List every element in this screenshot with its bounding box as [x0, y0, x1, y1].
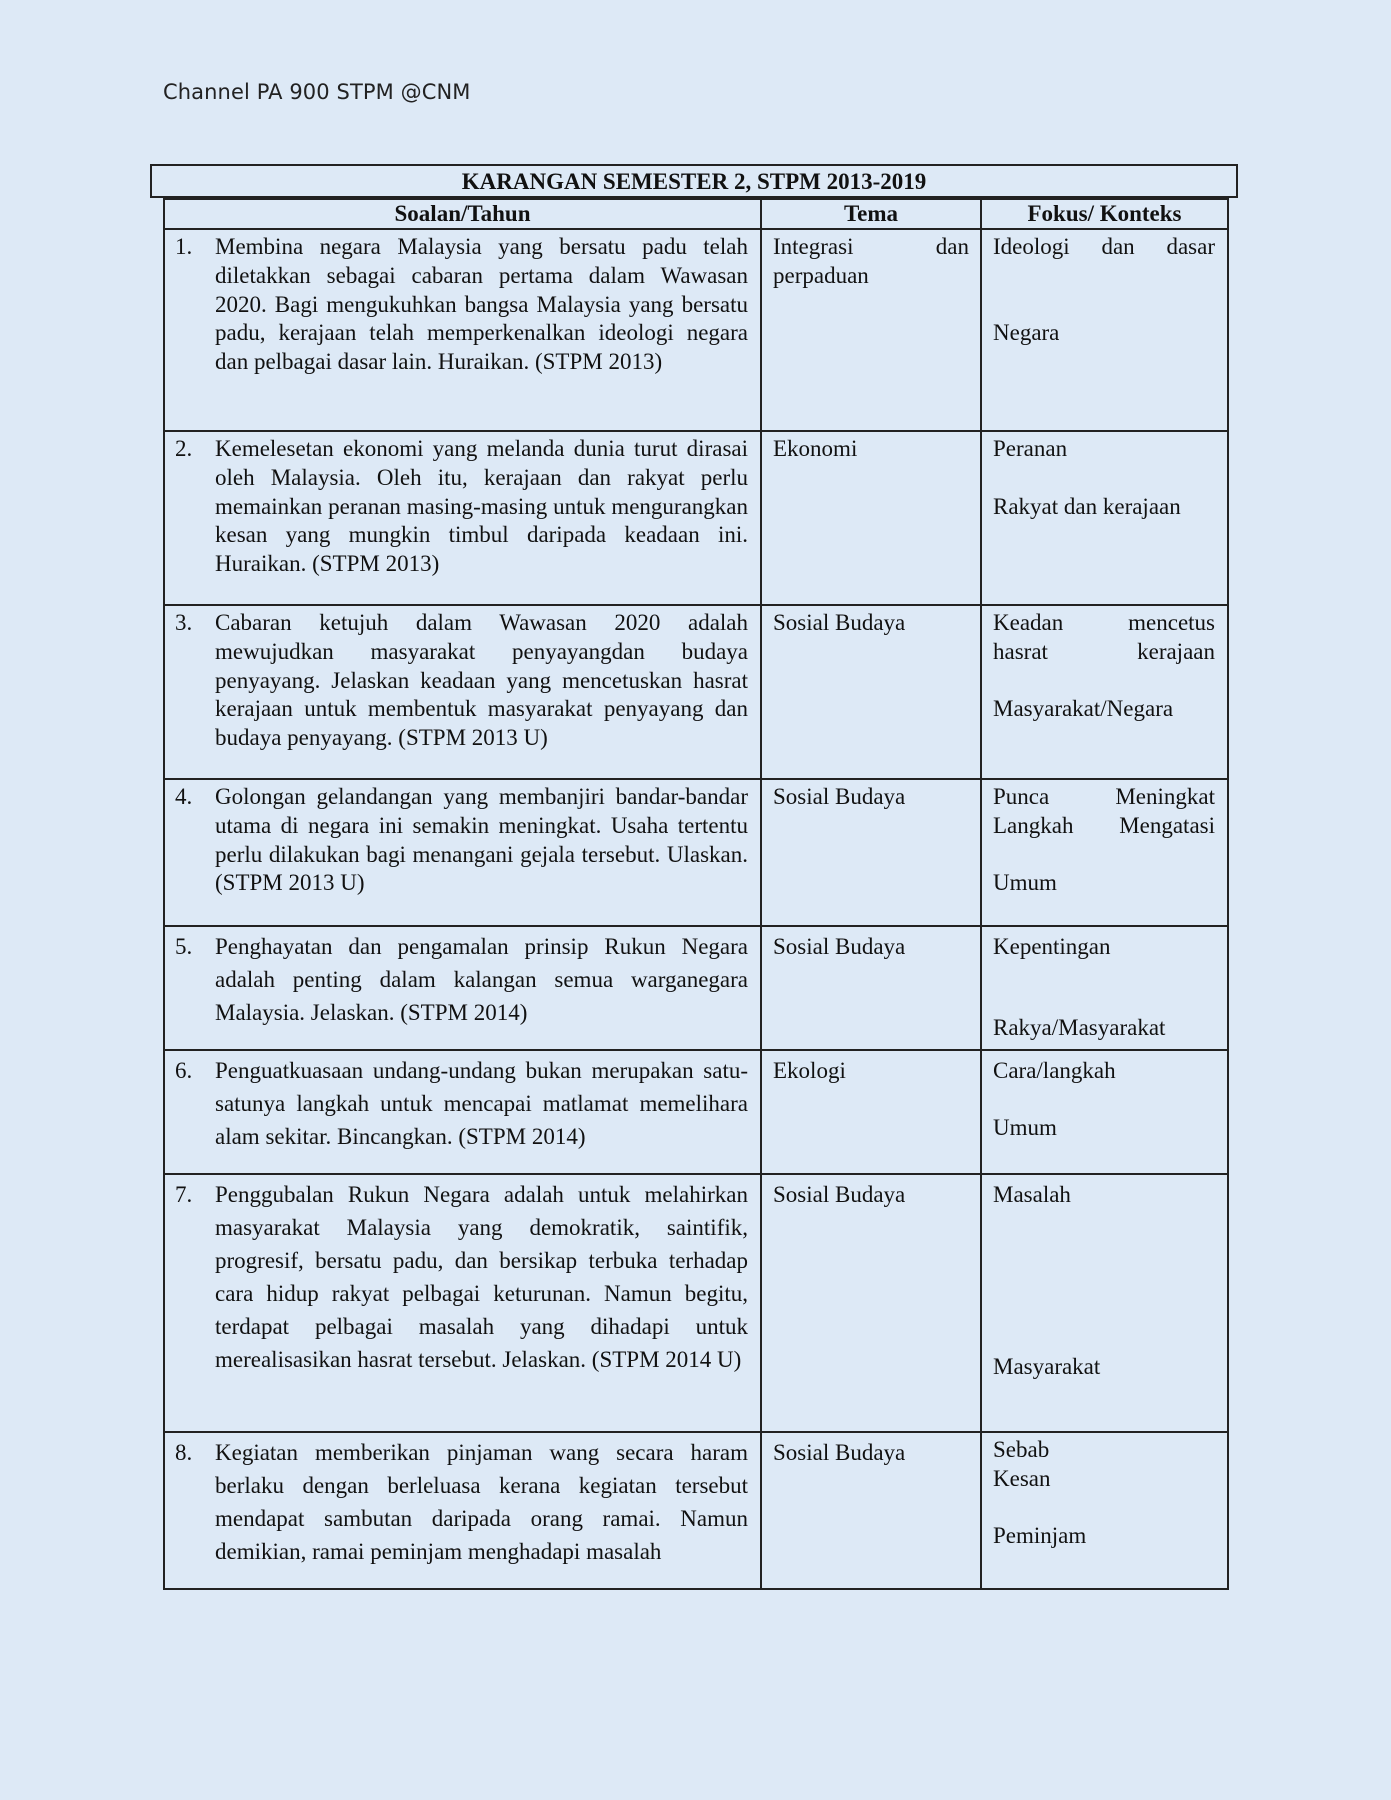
fokus-bottom-text: Peminjam: [993, 1522, 1087, 1548]
tema-cell: [761, 1432, 981, 1589]
fokus-top-text: Peranan: [993, 436, 1068, 461]
fokus-cell: [981, 779, 1228, 926]
fokus-cell: [981, 1432, 1228, 1589]
fokus-bottom-text: Rakya/Masyarakat: [993, 1015, 1166, 1040]
question-cell: [164, 926, 761, 1050]
question-number: 1.: [175, 234, 193, 259]
table-row: [164, 1050, 1228, 1174]
fokus-cell: [981, 1174, 1228, 1432]
question-number: 7.: [175, 1182, 193, 1207]
tema-text: Sosial Budaya: [773, 1440, 906, 1465]
question-text: Golongan gelandangan yang membanjiri bandar-bandar utama di negara ini semakin meningkat. Usaha tertentu perlu dilakukan bagi menangani gejala tersebut. Ulaskan. (STPM 2013 U): [215, 784, 748, 896]
essay-table: [163, 198, 1229, 1590]
tema-cell: [761, 431, 981, 605]
tema-text: Ekologi: [773, 1058, 846, 1083]
table-title: KARANGAN SEMESTER 2, STPM 2013-2019: [150, 164, 1238, 198]
question-cell: [164, 1050, 761, 1174]
question-text: Kegiatan memberikan pinjaman wang secara haram berlaku dengan berleluasa kerana kegiatan tersebut mendapat sambutan daripada orang ramai. Namun demikian, ramai peminjam menghadapi masalah: [215, 1440, 748, 1564]
question-text: Penguatkuasaan undang-undang bukan merupakan satu-satunya langkah untuk mencapai matlamat memelihara alam sekitar. Bincangkan. (STPM 2014): [215, 1058, 748, 1149]
table-row: [164, 779, 1228, 926]
question-cell: [164, 779, 761, 926]
fokus-bottom-text: Umum: [993, 870, 1057, 896]
fokus-top-text: Sebab Kesan: [993, 1437, 1051, 1491]
tema-cell: [761, 1050, 981, 1174]
question-number: 2.: [175, 436, 193, 461]
question-cell: [164, 1432, 761, 1589]
tema-text: Sosial Budaya: [773, 610, 906, 635]
table-row: [164, 926, 1228, 1050]
tema-text: Sosial Budaya: [773, 784, 906, 809]
question-number: 6.: [175, 1058, 193, 1083]
fokus-bottom-text: Masyarakat: [993, 1354, 1101, 1379]
fokus-top-text: Masalah: [993, 1182, 1071, 1207]
fokus-bottom-text: Rakyat dan kerajaan: [993, 493, 1181, 519]
fokus-bottom-text: Negara: [993, 320, 1060, 346]
table-row: [164, 605, 1228, 779]
fokus-top-text: Cara/langkah: [993, 1058, 1116, 1083]
question-text: Penghayatan dan pengamalan prinsip Rukun Negara adalah penting dalam kalangan semua warganegara Malaysia. Jelaskan. (STPM 2014): [215, 934, 748, 1025]
fokus-cell: [981, 229, 1228, 431]
fokus-top-text: Keadan mencetus hasrat kerajaan: [993, 610, 1215, 664]
tema-cell: [761, 926, 981, 1050]
tema-cell: [761, 779, 981, 926]
fokus-cell: [981, 926, 1228, 1050]
tema-text: Sosial Budaya: [773, 1182, 906, 1207]
tema-cell: [761, 1174, 981, 1432]
table-row: [164, 229, 1228, 431]
tema-text: Ekonomi: [773, 436, 858, 461]
question-text: Kemelesetan ekonomi yang melanda dunia turut dirasai oleh Malaysia. Oleh itu, kerajaan dan rakyat perlu memainkan peranan masing-masing untuk mengurangkan kesan yang mungkin timbul daripada keadaan ini. Huraikan. (STPM 2013): [215, 436, 748, 577]
question-text: Cabaran ketujuh dalam Wawasan 2020 adalah mewujudkan masyarakat penyayangdan budaya penyayang. Jelaskan keadaan yang mencetuskan hasrat kerajaan untuk membentuk masyarakat penyayang dan budaya penyayang. (STPM 2013 U): [215, 610, 748, 751]
question-cell: [164, 431, 761, 605]
fokus-cell: [981, 605, 1228, 779]
table-header-row: [164, 199, 1228, 229]
tema-cell: Integrasi dan perpaduan: [761, 229, 981, 431]
question-cell: [164, 605, 761, 779]
question-cell: [164, 1174, 761, 1432]
fokus-top-text: Ideologi dan dasar: [993, 234, 1215, 259]
question-text: Penggubalan Rukun Negara adalah untuk melahirkan masyarakat Malaysia yang demokratik, saintifik, progresif, bersatu padu, dan bersikap terbuka terhadap cara hidup rakyat pelbagai keturunan. Namun begitu, terdapat pelbagai masalah yang dihadapi untuk merealisasikan hasrat tersebut. Jelaskan. (STPM 2014 U): [215, 1182, 748, 1372]
question-number: 8.: [175, 1440, 193, 1465]
question-cell: [164, 229, 761, 431]
column-header-tema: Tema: [761, 199, 981, 229]
fokus-cell: [981, 431, 1228, 605]
tema-text: Sosial Budaya: [773, 934, 906, 959]
question-number: 3.: [175, 610, 193, 635]
column-header-soalan: Soalan/Tahun: [164, 199, 761, 229]
table-row: [164, 1174, 1228, 1432]
fokus-top-text: Punca Meningkat Langkah Mengatasi: [993, 784, 1215, 838]
question-text: Membina negara Malaysia yang bersatu padu telah diletakkan sebagai cabaran pertama dalam Wawasan 2020. Bagi mengukuhkan bangsa Malaysia yang bersatu padu, kerajaan telah memperkenalkan ideologi negara dan pelbagai dasar lain. Huraikan. (STPM 2013): [215, 234, 748, 375]
question-number: 4.: [175, 784, 193, 809]
column-header-fokus: Fokus/ Konteks: [981, 199, 1228, 229]
fokus-bottom-text: Masyarakat/Negara: [993, 696, 1174, 722]
table-row: [164, 1432, 1228, 1589]
tema-cell: [761, 605, 981, 779]
tema-text: Integrasi dan: [773, 234, 969, 259]
table-row: [164, 431, 1228, 605]
channel-header: Channel PA 900 STPM @CNM: [163, 80, 471, 104]
fokus-bottom-text: Umum: [993, 1115, 1057, 1140]
fokus-top-text: Kepentingan: [993, 934, 1111, 959]
fokus-cell: [981, 1050, 1228, 1174]
question-number: 5.: [175, 934, 193, 959]
